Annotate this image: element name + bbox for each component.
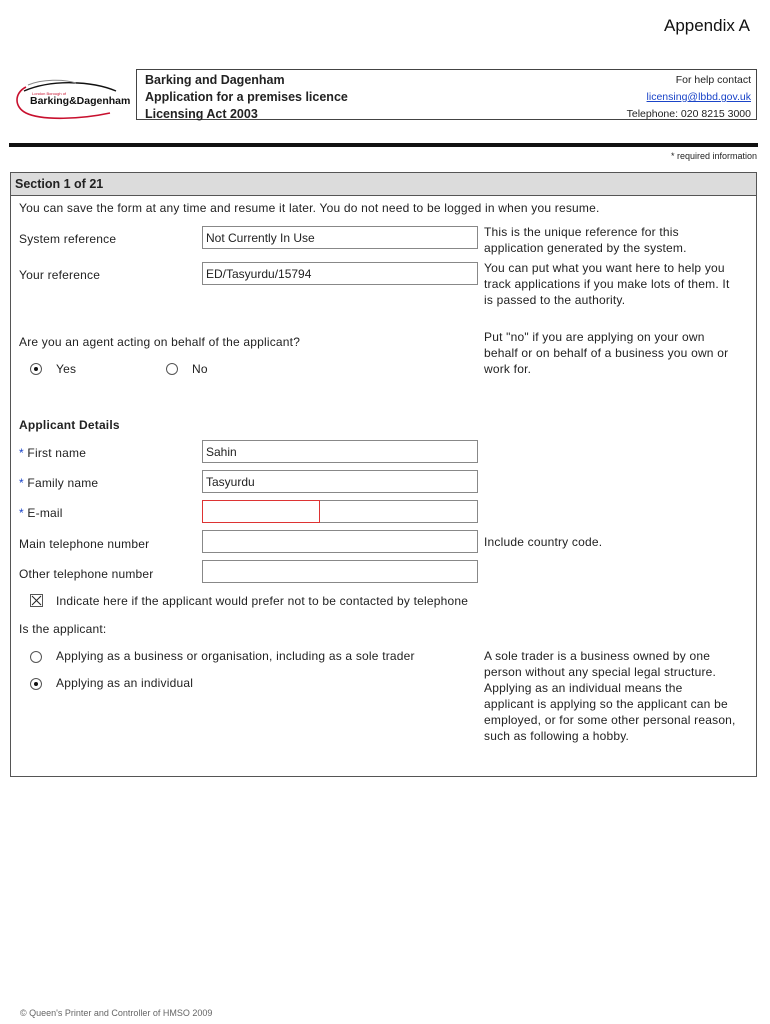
your-reference-label: Your reference xyxy=(19,268,101,282)
check-x-icon xyxy=(31,595,42,606)
council-name: Barking and Dagenham xyxy=(145,73,285,87)
agent-yes-label: Yes xyxy=(56,362,77,376)
required-marker: * xyxy=(19,476,24,490)
form-header xyxy=(136,69,757,120)
email-field[interactable] xyxy=(202,500,478,523)
section-title: Section 1 of 21 xyxy=(11,173,756,196)
email-error-highlight xyxy=(202,500,320,523)
first-name-label: * First name xyxy=(19,446,87,460)
section-panel xyxy=(10,172,757,777)
required-marker: * xyxy=(19,506,24,520)
family-name-label: * Family name xyxy=(19,476,99,490)
agent-yes-radio[interactable] xyxy=(30,363,42,375)
no-phone-contact-checkbox[interactable] xyxy=(30,594,43,607)
required-note: * required information xyxy=(670,151,757,161)
applicant-type-business-label: Applying as a business or organisation, including as a sole trader xyxy=(56,649,415,663)
applicant-type-business-radio[interactable] xyxy=(30,651,42,663)
main-telephone-help: Include country code. xyxy=(484,535,603,549)
system-reference-label: System reference xyxy=(19,232,117,246)
svg-text:Barking&Dagenham: Barking&Dagenham xyxy=(30,95,130,107)
applicant-type-individual-label: Applying as an individual xyxy=(56,676,194,690)
email-label: * E-mail xyxy=(19,506,63,520)
help-email-link[interactable]: licensing@lbbd.gov.uk xyxy=(646,91,751,103)
no-phone-contact-label: Indicate here if the applicant would prefer not to be contacted by telephone xyxy=(56,594,469,608)
council-logo xyxy=(12,77,130,121)
applicant-type-question: Is the applicant: xyxy=(19,622,107,636)
agent-no-radio[interactable] xyxy=(166,363,178,375)
intro-text: You can save the form at any time and resume it later. You do not need to be logged in when you resume. xyxy=(19,201,600,215)
required-marker: * xyxy=(19,446,24,460)
header-divider xyxy=(9,143,758,147)
other-telephone-label: Other telephone number xyxy=(19,567,154,581)
your-reference-help: You can put what you want here to help you track applications if you make lots of them. It is passed to the authority. xyxy=(484,261,730,307)
copyright-footer: © Queen's Printer and Controller of HMSO 2009 xyxy=(20,1008,213,1018)
act-name: Licensing Act 2003 xyxy=(145,107,258,121)
family-name-field[interactable]: Tasyurdu xyxy=(202,470,478,493)
help-label: For help contact xyxy=(675,74,751,86)
other-telephone-field[interactable] xyxy=(202,560,478,583)
system-reference-help: This is the unique reference for this application generated by the system. xyxy=(484,225,687,255)
first-name-field[interactable]: Sahin xyxy=(202,440,478,463)
applicant-type-help: A sole trader is a business owned by one person without any special legal structure. Applying as an individual means the applicant is applying so the applicant can be employed, or for some other personal reason, such as following a hobby. xyxy=(484,649,736,743)
applicant-type-individual-radio[interactable] xyxy=(30,678,42,690)
agent-help: Put "no" if you are applying on your own behalf or on behalf of a business you own or work for. xyxy=(484,330,729,376)
agent-question: Are you an agent acting on behalf of the applicant? xyxy=(19,335,301,349)
help-telephone: Telephone: 020 8215 3000 xyxy=(626,108,751,120)
main-telephone-label: Main telephone number xyxy=(19,537,150,551)
agent-no-label: No xyxy=(192,362,208,376)
form-title: Application for a premises licence xyxy=(145,90,348,104)
appendix-label: Appendix A xyxy=(663,16,750,35)
applicant-details-heading: Applicant Details xyxy=(19,418,120,432)
svg-text:London Borough of: London Borough of xyxy=(32,91,67,96)
main-telephone-field[interactable] xyxy=(202,530,478,553)
your-reference-field[interactable]: ED/Tasyurdu/15794 xyxy=(202,262,478,285)
system-reference-field[interactable]: Not Currently In Use xyxy=(202,226,478,249)
